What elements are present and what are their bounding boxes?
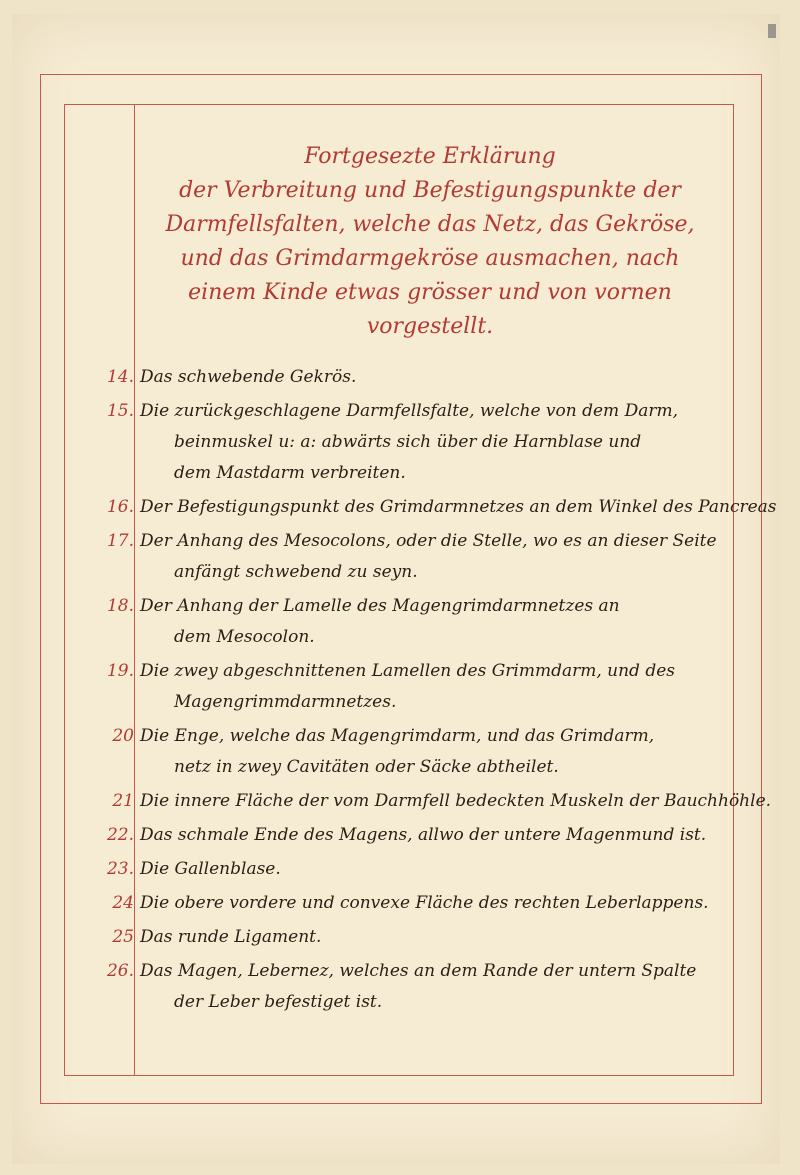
title-line: einem Kinde etwas grösser und von vornen (188, 280, 672, 305)
entry-number: 21 (112, 791, 134, 811)
list-item (90, 656, 740, 718)
entry-line: netz in zwey Cavitäten oder Säcke abtheilet. (174, 757, 559, 777)
entry-number: 15. (106, 401, 134, 421)
entry-number: 23. (106, 859, 134, 879)
entry-text (140, 396, 740, 489)
page-title (150, 140, 710, 344)
title-line: der Verbreitung und Befestigungspunkte der (179, 178, 681, 203)
entry-line: der Leber befestiget ist. (174, 992, 383, 1012)
entry-line: Magengrimmdarmnetzes. (174, 692, 397, 712)
entry-line: dem Mesocolon. (174, 627, 315, 647)
list-item (90, 922, 740, 953)
list-item (90, 854, 740, 885)
title-line: Fortgesezte Erklärung (304, 144, 556, 169)
entry-line: Die obere vordere und convexe Fläche des rechten Leberlappens. (140, 893, 709, 913)
entry-list (90, 362, 777, 1021)
entry-text (140, 922, 740, 953)
entry-number: 16. (106, 497, 134, 517)
entry-text (140, 786, 771, 817)
corner-mark (768, 24, 776, 38)
entry-text (140, 956, 740, 1018)
entry-text (140, 854, 740, 885)
entry-number: 18. (106, 596, 134, 616)
list-item (90, 786, 772, 817)
entry-text (140, 526, 740, 588)
entry-text (140, 362, 740, 393)
list-item (90, 492, 777, 523)
entry-line: Die zwey abgeschnittenen Lamellen des Grimmdarm, und des (140, 661, 676, 681)
title-line: vorgestellt. (366, 314, 494, 339)
entry-text (140, 820, 740, 851)
entry-number: 26. (106, 961, 134, 981)
entry-line: Die zurückgeschlagene Darmfellsfalte, welche von dem Darm, (140, 401, 678, 421)
list-item (90, 956, 740, 1018)
entry-text (140, 591, 740, 653)
entry-line: Die Enge, welche das Magengrimdarm, und das Grimdarm, (140, 726, 655, 746)
entry-line: Der Befestigungspunkt des Grimdarmnetzes an dem Winkel des Pancreas (140, 497, 777, 517)
entry-line: Die Gallenblase. (140, 859, 281, 879)
entry-line: beinmuskel u: a: abwärts sich über die Harnblase und (174, 432, 642, 452)
list-item (90, 526, 740, 588)
entry-text (140, 656, 740, 718)
entry-line: Der Anhang der Lamelle des Magengrimdarmnetzes an (140, 596, 620, 616)
entry-number: 14. (106, 367, 134, 387)
entry-text (140, 888, 740, 919)
entry-line: Der Anhang des Mesocolons, oder die Stelle, wo es an dieser Seite (140, 531, 717, 551)
list-item (90, 396, 740, 489)
entry-number: 25 (112, 927, 134, 947)
entry-number: 24 (112, 893, 134, 913)
entry-number: 19. (106, 661, 134, 681)
entry-number: 22. (106, 825, 134, 845)
title-line: Darmfellsfalten, welche das Netz, das Gekröse, (165, 212, 695, 237)
entry-number: 20 (112, 726, 134, 746)
entry-line: Die innere Fläche der vom Darmfell bedeckten Muskeln der Bauchhöhle. (140, 791, 772, 811)
list-item (90, 888, 740, 919)
title-line: und das Grimdarmgekröse ausmachen, nach (180, 246, 680, 271)
entry-line: dem Mastdarm verbreiten. (174, 463, 406, 483)
entry-text (140, 492, 777, 523)
list-item (90, 362, 740, 393)
list-item (90, 591, 740, 653)
entry-line: Das runde Ligament. (140, 927, 322, 947)
list-item (90, 820, 740, 851)
entry-line: Das Magen, Lebernez, welches an dem Rande der untern Spalte (140, 961, 697, 981)
entry-line: Das schwebende Gekrös. (140, 367, 357, 387)
entry-number: 17. (106, 531, 134, 551)
entry-line: Das schmale Ende des Magens, allwo der untere Magenmund ist. (140, 825, 707, 845)
entry-line: anfängt schwebend zu seyn. (174, 562, 418, 582)
list-item (90, 721, 740, 783)
entry-text (140, 721, 740, 783)
